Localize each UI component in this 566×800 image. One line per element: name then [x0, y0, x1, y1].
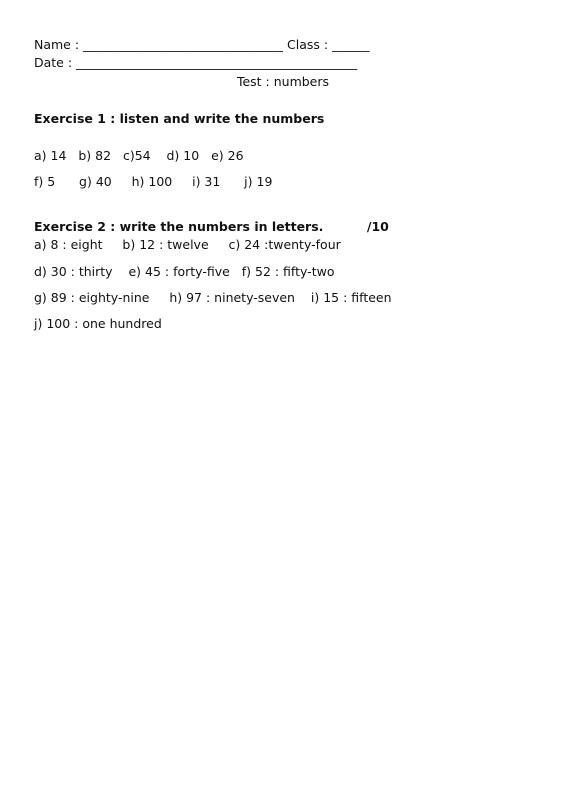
- exercise-2-row-1: a) 8 : eight b) 12 : twelve c) 24 :twenty-four: [34, 237, 341, 252]
- exercise-2-row-4: j) 100 : one hundred: [34, 316, 162, 331]
- exercise-2-heading: Exercise 2 : write the numbers in letters. /10: [34, 219, 389, 234]
- exercise-1-row-2: f) 5 g) 40 h) 100 i) 31 j) 19: [34, 174, 273, 189]
- exercise-1-row-1: a) 14 b) 82 c)54 d) 10 e) 26: [34, 148, 244, 163]
- exercise-2-row-3: g) 89 : eighty-nine h) 97 : ninety-seven i) 15 : fifteen: [34, 290, 392, 305]
- name-class-line: Name : ________________________________ Class : ______: [34, 37, 370, 52]
- exercise-1-heading: Exercise 1 : listen and write the numbers: [34, 111, 325, 126]
- test-title: Test : numbers: [236, 74, 330, 89]
- date-line: Date : _____________________________________________: [34, 55, 358, 70]
- exercise-2-row-2: d) 30 : thirty e) 45 : forty-five f) 52 : fifty-two: [34, 264, 335, 279]
